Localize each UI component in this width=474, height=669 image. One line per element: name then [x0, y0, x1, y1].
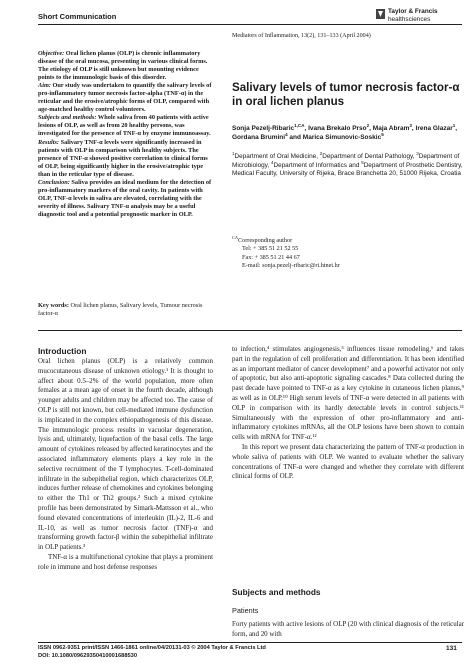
- section-label: Short Communication: [38, 12, 117, 21]
- keywords: Key words: Oral lichen planus, Salivary levels, Tumour necrosis factor-α: [38, 302, 203, 318]
- footer-doi: DOI: 10.1080/09629350410001688530: [38, 652, 137, 659]
- abstract-results: Results: Salivary TNF-α levels were significantly increased in patients with OLP in comparison with healthy subjects. The presence of TNF-α showed positive correlation to clinical forms of OLP, being significantly higher in the erosive/atrophic type than in the reticular type of disease.: [38, 138, 208, 178]
- article-title: Salivary levels of tumor necrosis factor-α in oral lichen planus: [232, 81, 460, 108]
- body-paragraph: to infection,⁴ stimulates angiogenesis,⁵ influences tissue remodeling,⁶ and takes part in the regulation of cell proliferation and differentiation. It has been identified as an important mediator of cancer development⁷ and a powerful activator not only of apoptotic, but also anti-apoptotic signaling cascades.⁸ Data collected during the past decade have pointed to TNF-α as a key cytokine in cutaneous lichen planus,⁹ as well as in OLP.¹⁰ High serum levels of TNF-α were detected in all patients with OLP in comparison with its hardly detectable levels in control subjects.¹¹ Simultaneously with the expression of other pro-inflammatory and anti-inflammatory cytokines mRNAs, all the OLP lesions have been shown to contain cells with mRNA for TNF-α.¹²: [232, 345, 464, 442]
- publisher-name: Taylor & Francis: [388, 8, 438, 15]
- body-paragraph: Oral lichen planus (OLP) is a relatively common mucocutaneous disease of unknown etiology.¹ It is thought to affect about 0.5–2% of the world population, more often females at a mean age of onset in the fourth decade, although younger adults and children may be affected too. The cause of OLP is still not known, but cell-mediated immune dysfunction is implicated in the complex ethiopathogenesis of this disease. The immunologic process results in vacuolar degeneration, lysis and, ultimately, liquefaction of the basal cells. The large amount of cytokines released by affected keratinocytes and the associated inflammatory elements plays a key role in the selective recruitment of the T lymphocytes. T-cell-dominated infiltrate in the subepithelial region, which characterizes OLP, induces further release of chemokines and cytokines belonging to either the Th1 or Th2 groups.² Such a mixed cytokine profile has been demonstrated by Simark-Mattsson et al., who found elevated concentrations of interleukin (IL)-2, IL-6 and IL-10, as well as tumor necrosis factor (TNF)-α and transforming growth factor-β within the subepithelial infiltrate in OLP patients.³: [38, 357, 213, 552]
- abstract-methods: Subjects and methods: Whole saliva from 40 patients with active lesions of OLP, as well as from 20 healthy persons, was investigated for the presence of TNF-α by enzyme immunoassay.: [38, 114, 211, 138]
- header-rule: [38, 24, 462, 25]
- methods-text: [232, 620, 464, 640]
- corresponding-tel: Tel: + 385 51 21 52 55: [242, 245, 299, 253]
- introduction-heading: Introduction: [38, 346, 87, 356]
- publisher-logo-icon: [376, 9, 385, 19]
- left-column: [38, 357, 213, 573]
- journal-citation: Mediators of Inflammation, 13(2), 131–133 (April 2004): [232, 33, 371, 39]
- affiliations: $^1$Department of Oral Medicine, $^2$Department of Dental Pathology, $^3$Department of Microbiology, $^4$Department of Informatics and $^5$Department of Prosthetic Dentistry, Medical Faculty, University of Rijeka, Brace Branchetta 20, 51000 Rijeka, Croatia: [232, 150, 463, 177]
- body-paragraph: TNF-α is a multifunctional cytokine that plays a prominent role in immune and host defense responses: [38, 552, 213, 571]
- body-paragraph: Forty patients with active lesions of OLP (20 with clinical diagnosis of the reticular form, and 20 with: [232, 620, 464, 638]
- abstract-objective: Objective: Oral lichen planus (OLP) is chronic inflammatory disease of the oral mucosa, presenting in various clinical forms. The etiology of OLP is still unknown but mounting evidence points to the immunologic basis of this disorder.: [38, 50, 208, 82]
- page-number: 131: [446, 645, 457, 652]
- footer-issn: ISSN 0962-9351 print/ISSN 1466-1861 online/04/20131-03 © 2004 Taylor & Francis Ltd DOI: 10.1080/09629350410001688530: [38, 645, 266, 659]
- corresponding-author-label: $^{CA}$Corresponding author: [232, 234, 293, 244]
- author-list: Sonja Pezelj-Ribaric$^{1,CA}$, Ivana Brekalo Prso$^2$, Maja Abram$^3$, Irena Glazar$^1$, Gordana Brumini$^4$ and Marica Simunovic-Soskic$^5$: [232, 122, 458, 141]
- corresponding-email[interactable]: E-mail: sonja.pezelj-ribaric@ri.htnet.hr: [242, 262, 340, 270]
- abstract-conclusion: Conclusion: Saliva provides an ideal medium for the detection of pro-inflammatory markers of the oral cavity. In patients with OLP, TNF-α levels in saliva are elevated, correlating with the severity of illness. Salivary TNF-α analysis may be a useful diagnostic tool and a potential prognostic marker in OLP.: [38, 178, 212, 218]
- patients-subheading: Patients: [232, 606, 259, 615]
- publisher-logo: [376, 6, 462, 26]
- correspondence: [232, 234, 464, 271]
- section-divider: [38, 330, 462, 331]
- abstract-aim: Aim: Our study was undertaken to quantify the salivary levels of pro-inflammatory tumor necrosis factor-alpha (TNF-α) in the reticular and the erosive/atrophic forms of OLP, compared with age-matched healthy control volunteers.: [38, 82, 212, 114]
- footer-rule: [38, 642, 462, 643]
- methods-heading: Subjects and methods: [232, 587, 321, 597]
- body-paragraph: In this report we present data characterizing the pattern of TNF-α production in whole saliva of patients with OLP. We wanted to evaluate whether the salivary concentrations of TNF-α were changed and whether they correlate with different clinical forms of OLP.: [232, 442, 464, 481]
- publisher-imprint: healthsciences: [388, 16, 431, 23]
- right-column: [232, 345, 464, 482]
- abstract: [38, 50, 213, 219]
- corresponding-fax: Fax: + 385 51 21 44 67: [242, 253, 300, 261]
